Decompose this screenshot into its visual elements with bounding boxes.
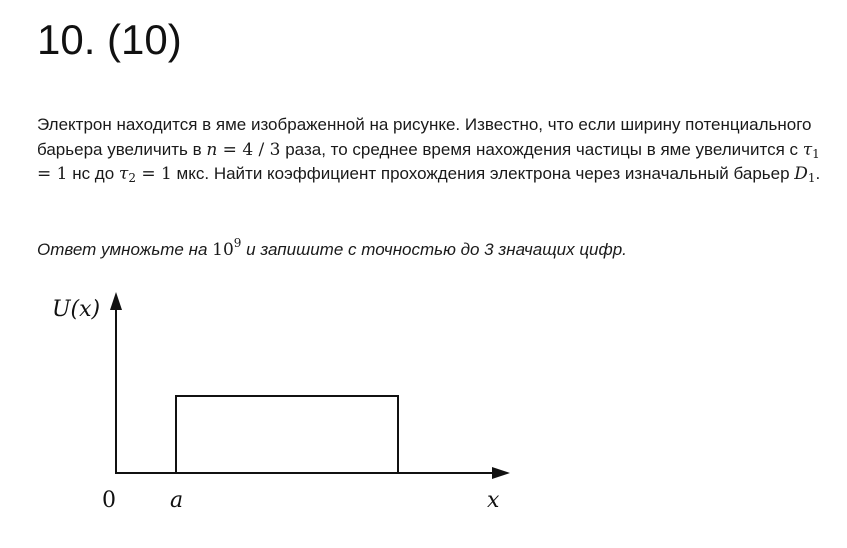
y-axis-arrow [110,292,122,310]
problem-text-1: Электрон находится в яме изображенной на рисунке. Известно, что если ширину потенциального барьера увеличить в [37,115,812,159]
problem-statement [37,113,827,187]
n-value: = 4 / 3 [217,139,281,160]
tau1-subscript: 1 [812,146,820,161]
var-tau2: τ [118,164,129,184]
x-axis-label: x [487,488,500,513]
problem-text-2: раза, то среднее время нахождения частицы в яме увеличится с [280,139,803,159]
problem-text-3: нс до [67,164,119,183]
barrier-start-label: a [170,488,184,513]
var-d: D [794,164,808,184]
potential-barrier [176,396,398,473]
d-subscript: 1 [807,171,816,185]
answer-text-1: Ответ умножьте на [37,240,213,259]
x-axis-arrow [492,467,510,479]
var-n: n [206,139,218,160]
answer-base: 10 [212,240,234,260]
var-tau1: τ [802,139,813,160]
tau2-value: = 1 [135,164,172,184]
origin-label: 0 [102,488,116,513]
y-axis-label: U(x) [52,297,101,322]
potential-barrier-figure [40,280,520,520]
tau1-value: = 1 [37,164,68,184]
answer-exponent: 9 [233,236,242,250]
problem-text-4: мкс. Найти коэффициент прохождения электрона через изначальный барьер [171,164,795,183]
problem-title: 10. (10) [37,16,182,63]
answer-text-2: и запишите с точностью до 3 значащих цифр. [241,240,627,259]
problem-text-5: . [815,164,821,183]
answer-instructions [37,238,827,262]
tau2-subscript: 2 [128,171,136,185]
